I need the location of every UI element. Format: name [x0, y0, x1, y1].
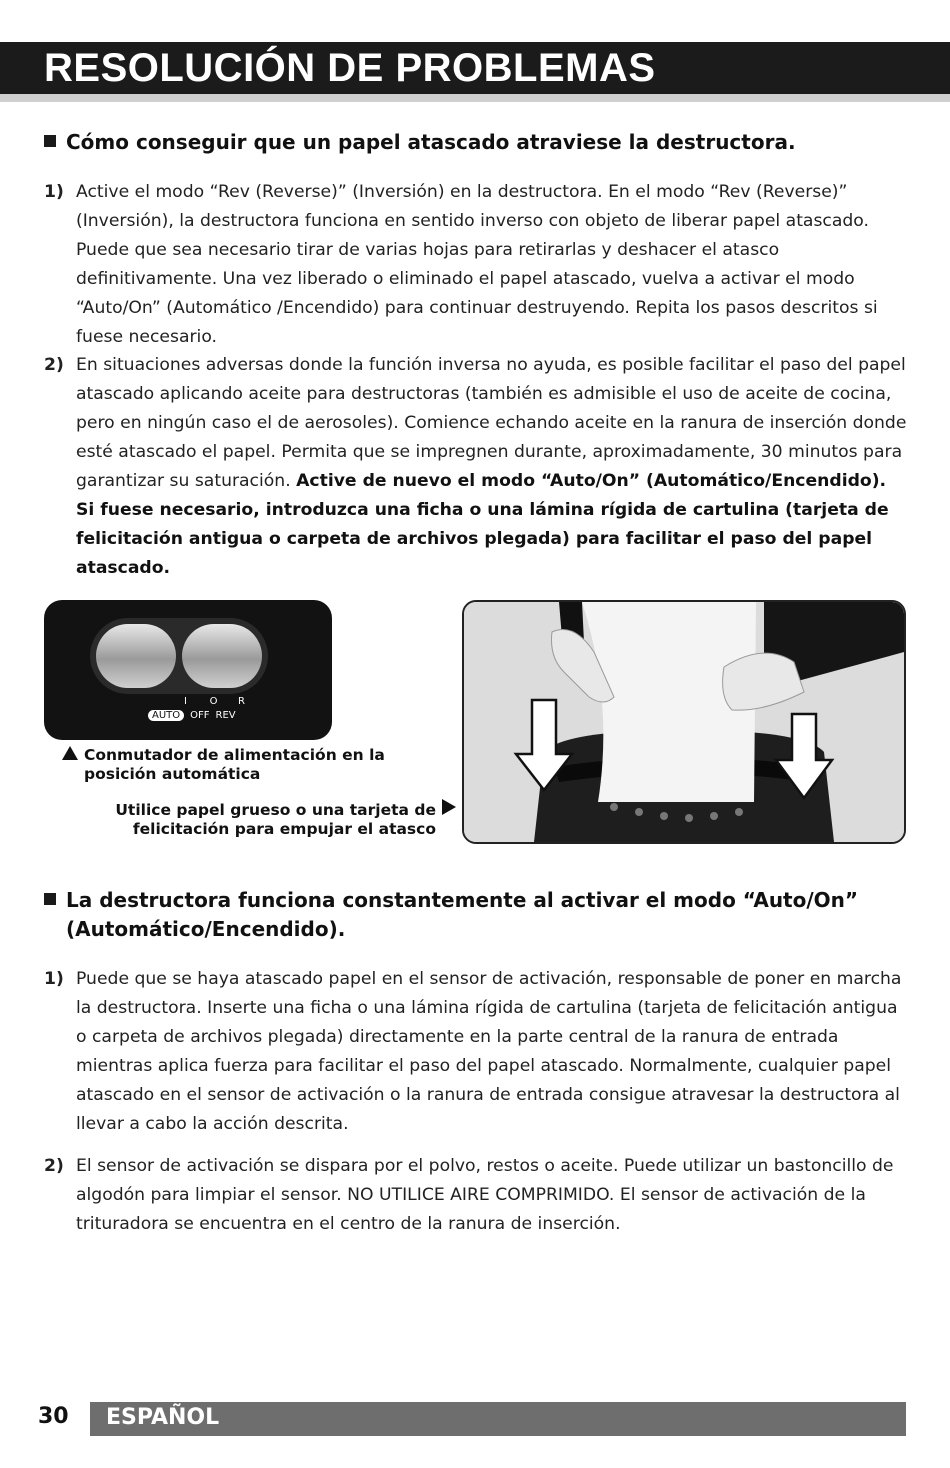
page-title: RESOLUCIÓN DE PROBLEMAS: [44, 46, 656, 90]
item-text: Puede que se haya atascado papel en el sensor de activación, responsable de poner en marcha la destructora. Inserte una ficha o una lámina rígida de cartulina (tarjeta de felicitación antigua o carpeta de archivos plegada) directamente en la parte central de la ranura de entrada mientras aplica fuerza para facilitar el paso del papel atascado. Normalmente, cualquier papel atascado en el sensor de activación o la ranura de entrada consigue atravesar la destructora al llevar a cabo la acción descrita.: [76, 969, 902, 1134]
switch-caption: [62, 746, 385, 784]
section2-item-1: [44, 965, 908, 1139]
item-text: El sensor de activación se dispara por el polvo, restos o aceite. Puede utilizar un bastoncillo de algodón para limpiar el sensor. NO UTILICE AIRE COMPRIMIDO. El sensor de activación de la trituradora se encuentra en el centro de la ranura de inserción.: [76, 1156, 894, 1234]
switch-label-auto: AUTO: [148, 710, 184, 721]
shredder-illustration: [464, 602, 904, 842]
section2-item-2: [44, 1152, 908, 1239]
rocker-switch: [90, 618, 268, 694]
switch-labels: [148, 710, 288, 721]
section2-heading-line1: La destructora funciona constantemente al activar el modo “Auto/On”: [66, 888, 859, 912]
switch-label-rev: REV: [215, 710, 236, 721]
section1-item-2: [44, 351, 908, 583]
section1-heading-text: Cómo conseguir que un papel atascado atraviese la destructora.: [66, 130, 796, 154]
bullet-square-icon: [44, 893, 56, 905]
item-number: 1): [44, 182, 64, 202]
photo-caption-line2: felicitación para empujar el atasco: [132, 820, 436, 838]
switch-caption-line2: posición automática: [84, 765, 261, 783]
page-number: 30: [38, 1404, 69, 1429]
photo-caption: [115, 799, 456, 839]
section1-heading: [44, 128, 914, 157]
section2-heading-line2: (Automático/Encendido).: [66, 917, 346, 941]
title-bar: [0, 42, 950, 102]
photo-caption-line1: Utilice papel grueso o una tarjeta de: [115, 801, 436, 819]
rocker-pad-left: [96, 624, 176, 688]
rocker-pad-right: [182, 624, 262, 688]
triangle-up-icon: [62, 746, 78, 760]
triangle-right-icon: [442, 799, 456, 815]
item-bold-text: Active de nuevo el modo “Auto/On” (Automático/Encendido). Si fuese necesario, introduzca una ficha o una lámina rígida de cartulina (tarjeta de felicitación antigua o carpeta de archivos plegada) para facilitar el paso del papel atascado.: [76, 471, 889, 578]
item-number: 1): [44, 969, 64, 989]
item-number: 2): [44, 1156, 64, 1176]
section2-heading: [44, 886, 914, 944]
switch-label-off: OFF: [190, 710, 210, 721]
power-switch-image: [44, 600, 332, 740]
switch-symbol-i: I: [184, 696, 188, 707]
switch-symbol-o: O: [209, 696, 219, 707]
footer-language: ESPAÑOL: [106, 1405, 220, 1430]
item-text: Active el modo “Rev (Reverse)” (Inversión) en la destructora. En el modo “Rev (Reverse)” (Inversión), la destructora funciona en sentido inverso con objeto de liberar papel atascado. Puede que sea necesario tirar de varias hojas para retirarlas y deshacer el atasco definitivamente. Una vez liberado o eliminado el papel atascado, vuelva a activar el modo “Auto/On” (Automático /Encendido) para continuar destruyendo. Repita los pasos descritos si fuese necesario.: [76, 182, 878, 347]
shredder-photo: [462, 600, 906, 844]
item-number: 2): [44, 355, 64, 375]
footer-language-bar: [90, 1402, 906, 1436]
bullet-square-icon: [44, 135, 56, 147]
switch-symbol-r: R: [238, 696, 246, 707]
item-text: En situaciones adversas donde la función inversa no ayuda, es posible facilitar el paso del papel atascado aplicando aceite para destructoras (también es admisible el uso de aceite de cocina, pero en ningún caso el de aerosoles). Comience echando aceite en la ranura de inserción donde esté atascado el papel. Permita que se impregnen durante, aproximadamente, 30 minutos para garantizar su saturación.: [76, 355, 907, 491]
switch-symbols: [172, 696, 292, 707]
section1-item-1: [44, 178, 908, 352]
switch-caption-line1: Conmutador de alimentación en la: [84, 746, 385, 764]
